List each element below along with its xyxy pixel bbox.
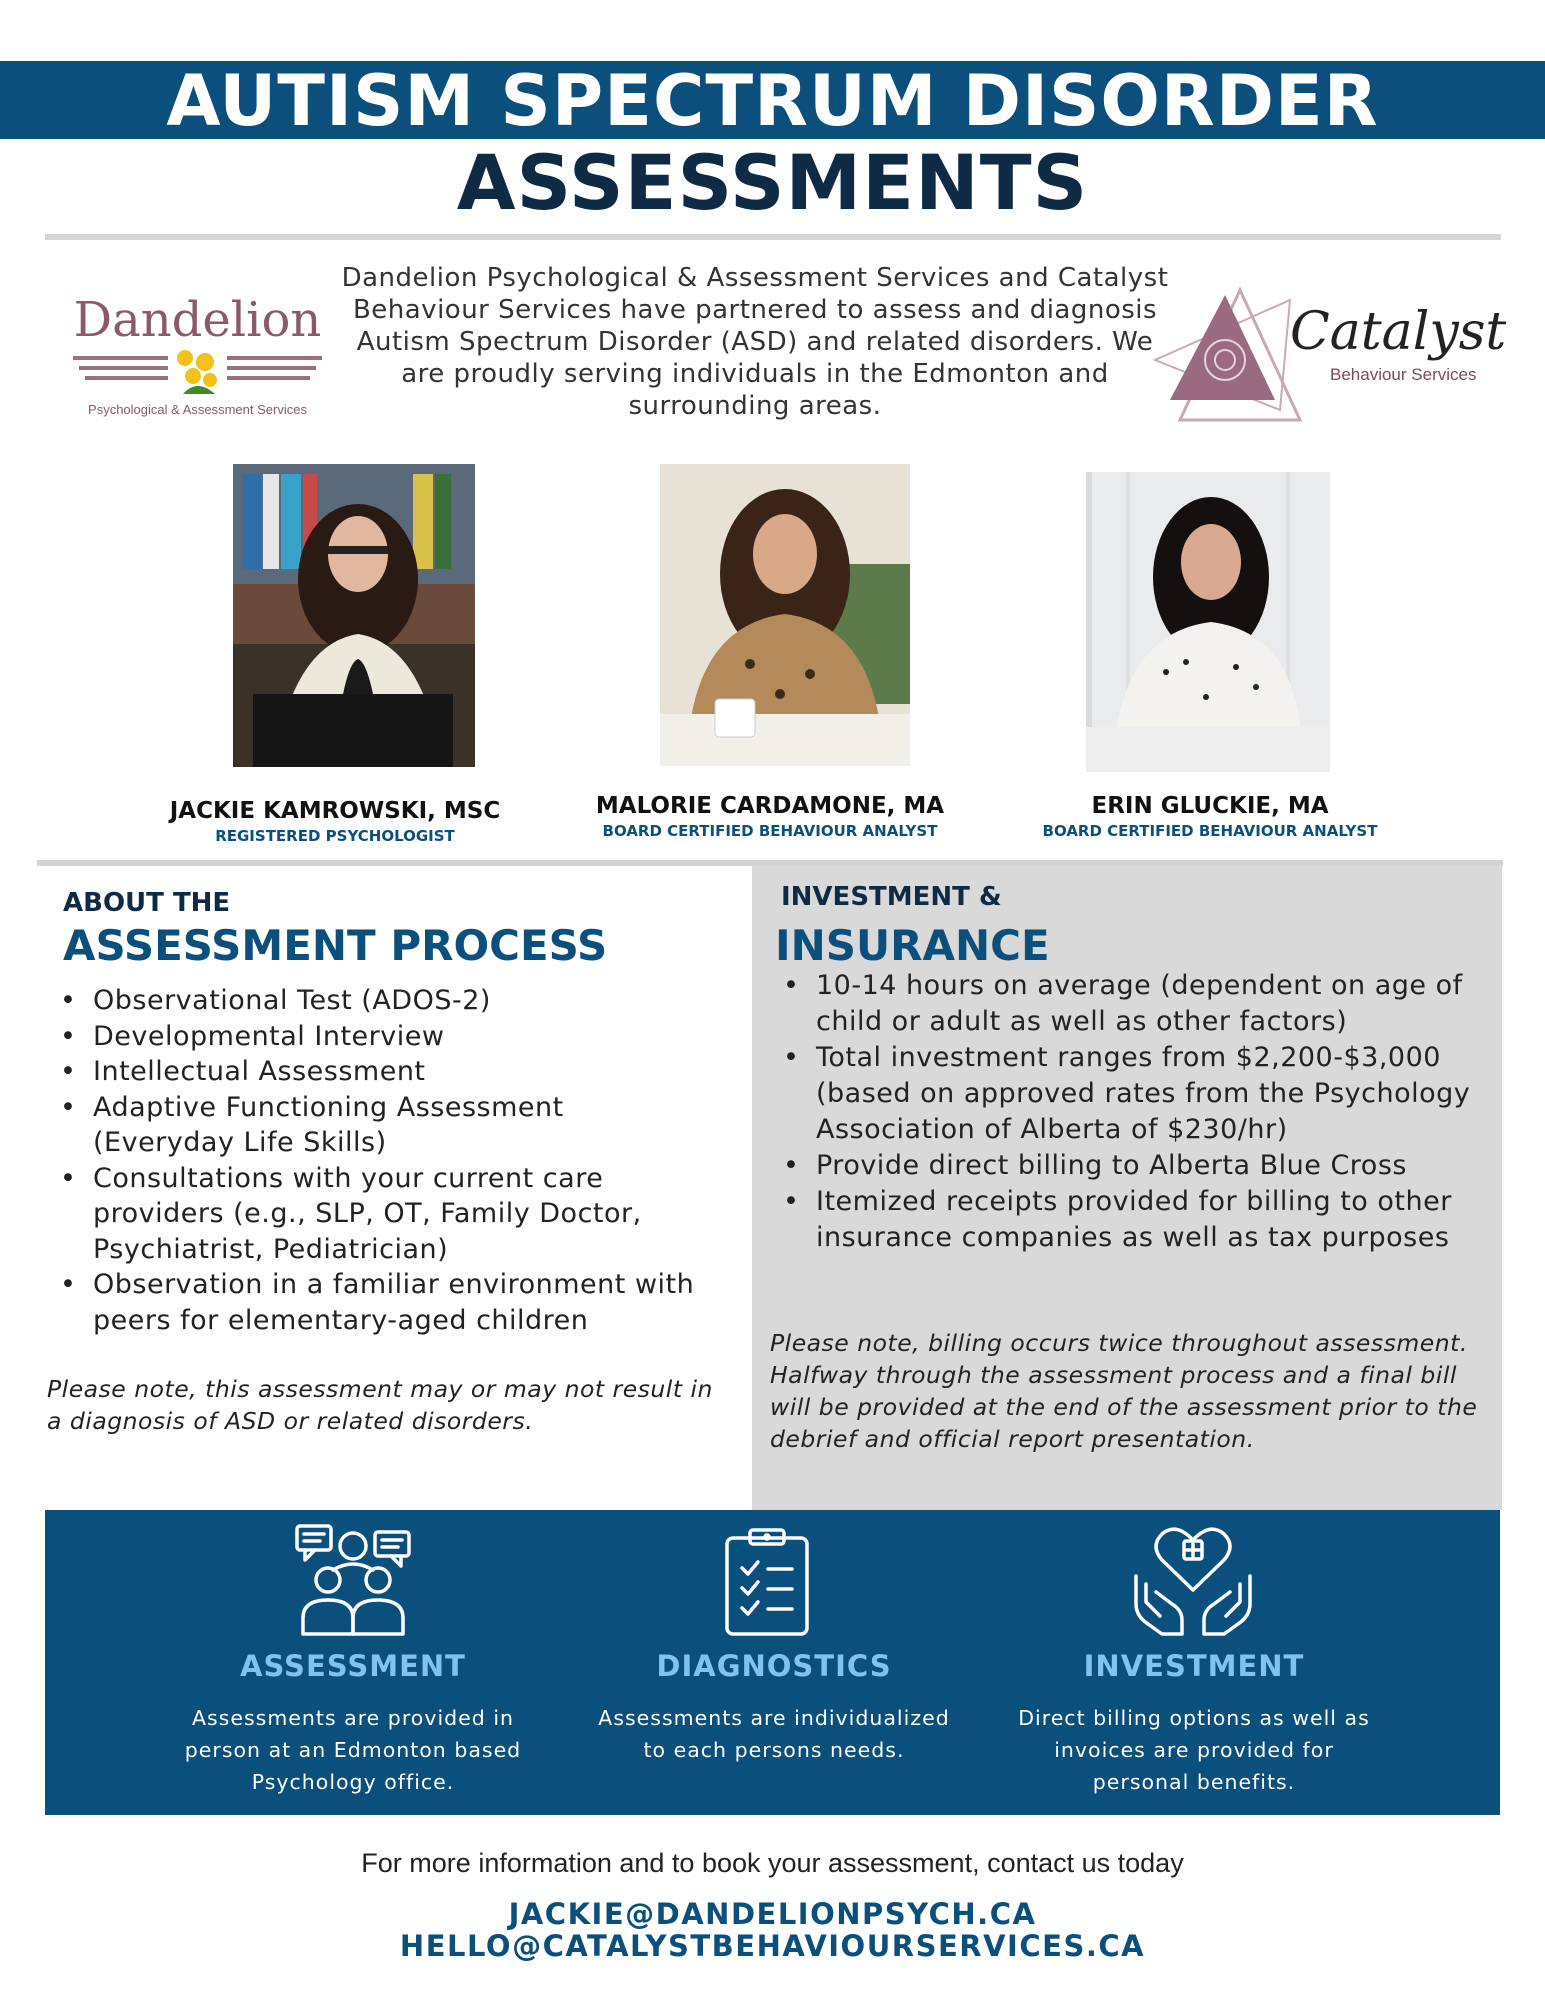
person-role: BOARD CERTIFIED BEHAVIOUR ANALYST: [1042, 822, 1378, 840]
list-item: • 10-14 hours on average (dependent on age of child or adult as well as other factors): [780, 968, 1490, 1040]
divider: [45, 234, 1501, 240]
list-item: • Provide direct billing to Alberta Blue Cross: [780, 1148, 1490, 1184]
list-item: • Itemized receipts provided for billing to other insurance companies as well as tax purposes: [780, 1184, 1490, 1256]
feature-title-investment: INVESTMENT: [1083, 1649, 1305, 1683]
catalyst-logo: [1150, 280, 1510, 430]
catalyst-triangle-icon: [1150, 280, 1310, 430]
dandelion-logo-subtitle: Psychological & Assessment Services: [88, 402, 307, 417]
intro-paragraph: Dandelion Psychological & Assessment Services and Catalyst Behaviour Services have partnered to assess and diagnosis Autism Spectrum Disorder (ASD) and related disorders. We are proudly serving individuals in the Edmonton and surrounding areas.: [341, 263, 1169, 421]
person-role: BOARD CERTIFIED BEHAVIOUR ANALYST: [602, 822, 938, 840]
about-heading: ASSESSMENT PROCESS: [63, 921, 608, 970]
list-item: • Observational Test (ADOS-2): [60, 983, 710, 1019]
contact-line: For more information and to book your assessment, contact us today: [361, 1848, 1184, 1878]
list-item: • Consultations with your current care providers (e.g., SLP, OT, Family Doctor, Psychiatrist, Pediatrician): [60, 1161, 710, 1268]
feature-desc-investment: Direct billing options as well as invoices are provided for personal benefits.: [1018, 1706, 1370, 1794]
feature-title-assessment: ASSESSMENT: [240, 1649, 466, 1683]
list-item: • Total investment ranges from $2,200-$3,000 (based on approved rates from the Psychology Association of Alberta of $230/hr): [780, 1040, 1490, 1148]
list-item: • Intellectual Assessment: [60, 1054, 710, 1090]
heart-hands-icon: [1132, 1524, 1254, 1640]
page-title: AUTISM SPECTRUM DISORDER: [166, 60, 1379, 142]
investment-note: Please note, billing occurs twice throughout assessment. Halfway through the assessment process and a final bill will be provided at the end of the assessment prior to the debrief and official report presentation.: [770, 1329, 1478, 1453]
person-name: ERIN GLUCKIE, MA: [1091, 793, 1329, 819]
catalyst-logo-subtitle: Behaviour Services: [1330, 365, 1477, 384]
person-name: JACKIE KAMROWSKI, MSC: [169, 798, 501, 824]
email-jackie-link[interactable]: JACKIE@DANDELIONPSYCH.CA: [508, 1897, 1037, 1931]
photo-malorie-cardamone: [660, 464, 910, 766]
person-name: MALORIE CARDAMONE, MA: [595, 793, 945, 819]
photo-erin-gluckie: [1086, 472, 1330, 772]
list-item: • Developmental Interview: [60, 1019, 710, 1055]
group-consultation-icon: [293, 1522, 413, 1640]
clipboard-checklist-icon: [722, 1526, 812, 1638]
dandelion-flower-icon: [65, 348, 330, 398]
person-role: REGISTERED PSYCHOLOGIST: [215, 827, 455, 845]
dandelion-logo-name: Dandelion: [73, 292, 322, 348]
feature-title-diagnostics: DIAGNOSTICS: [656, 1649, 892, 1683]
email-catalyst-link[interactable]: HELLO@CATALYSTBEHAVIOURSERVICES.CA: [399, 1929, 1146, 1963]
investment-heading: INSURANCE: [775, 921, 1050, 970]
investment-heading-small: INVESTMENT &: [781, 882, 1002, 912]
about-heading-small: ABOUT THE: [63, 888, 231, 918]
list-item: • Adaptive Functioning Assessment (Everyday Life Skills): [60, 1090, 710, 1161]
dandelion-logo: [65, 290, 330, 425]
feature-desc-assessment: Assessments are provided in person at an Edmonton based Psychology office.: [184, 1706, 522, 1794]
catalyst-logo-name: Catalyst: [1290, 302, 1507, 362]
investment-list: [780, 968, 1490, 1256]
feature-desc-diagnostics: Assessments are individualized to each persons needs.: [598, 1706, 950, 1762]
list-item: • Observation in a familiar environment with peers for elementary-aged children: [60, 1267, 710, 1338]
assessment-process-list: [60, 983, 710, 1338]
photo-jackie-kamrowski: [233, 464, 475, 767]
about-note: Please note, this assessment may or may not result in a diagnosis of ASD or related disorders.: [47, 1375, 713, 1435]
page-subtitle: ASSESSMENTS: [456, 138, 1089, 227]
